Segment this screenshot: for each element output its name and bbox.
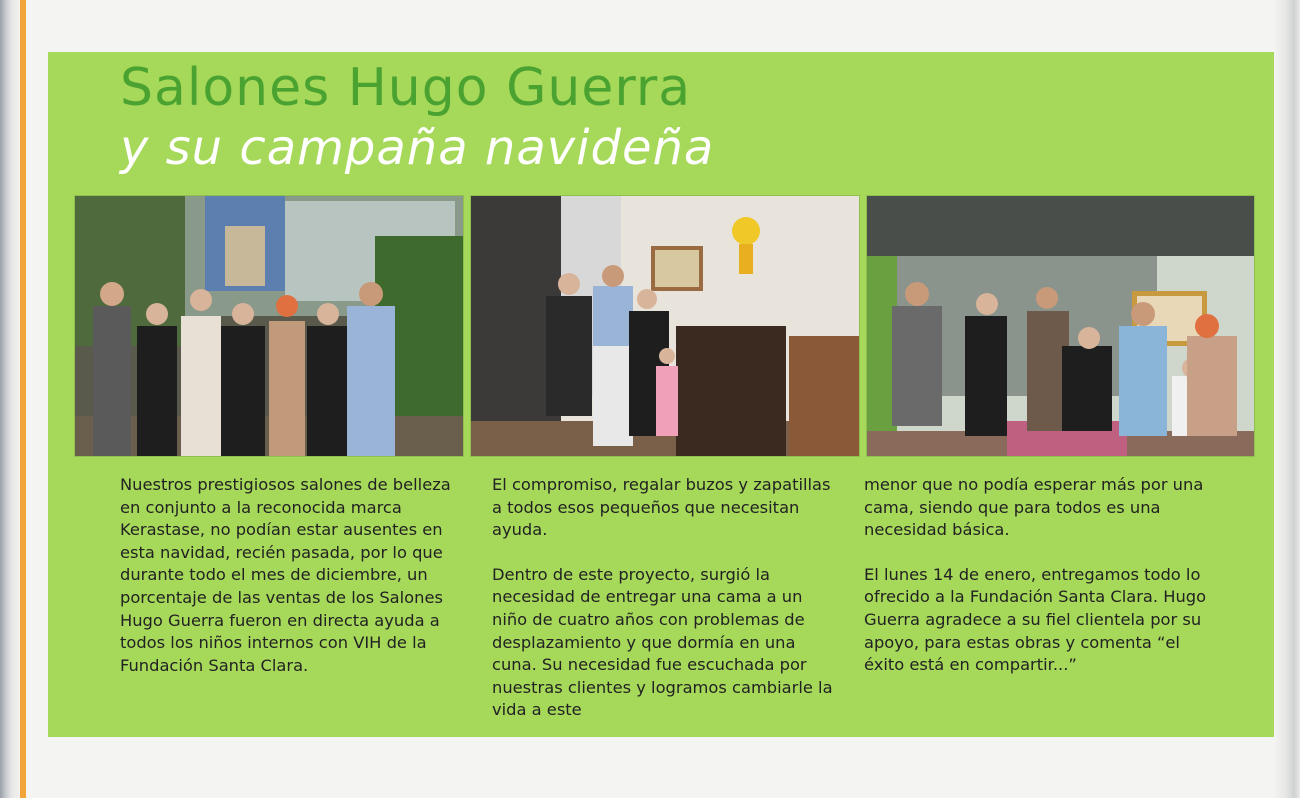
column-1-paragraph-1: Nuestros prestigiosos salones de belleza en conjunto a la reconocida marca Kerastase, no podían estar ausentes en esta navidad, recién pasada, por lo que durante todo el mes de diciembre, un porcentaje de las ventas de los Salones Hugo Guerra fueron en directa ayuda a todos los niños internos con VIH de la Fundación Santa Clara. — [120, 475, 451, 675]
column-3-paragraph-2: El lunes 14 de enero, entregamos todo lo ofrecido a la Fundación Santa Clara. Hugo Guerra agradece a su fiel clientela por su apoyo, para estas obras y comenta “el éxito está en compartir...” — [864, 564, 1207, 675]
photo-group-gifts — [866, 195, 1255, 457]
article-column-1 — [120, 474, 465, 699]
column-2-paragraph-2: Dentro de este proyecto, surgió la necesidad de entregar una cama a un niño de cuatro años con problemas de desplazamiento y que dormía en una cuna. Su necesidad fue escuchada por nuestras clientes y logramos cambiarle la vida a este — [492, 564, 833, 720]
page-right-edge — [1274, 0, 1300, 798]
column-3-paragraph-1: menor que no podía esperar más por una cama, siendo que para todos es una necesidad básica. — [864, 475, 1204, 540]
photo-room-crib — [470, 195, 860, 457]
article-column-2 — [492, 474, 837, 744]
article-column-3 — [864, 474, 1209, 699]
photo-group-courtyard — [74, 195, 464, 457]
column-2-paragraph-1: El compromiso, regalar buzos y zapatillas a todos esos pequeños que necesitan ayuda. — [492, 475, 831, 540]
orange-accent-strip — [20, 0, 26, 798]
article-subtitle: y su campaña navideña — [120, 120, 715, 176]
article-title: Salones Hugo Guerra — [120, 58, 692, 118]
